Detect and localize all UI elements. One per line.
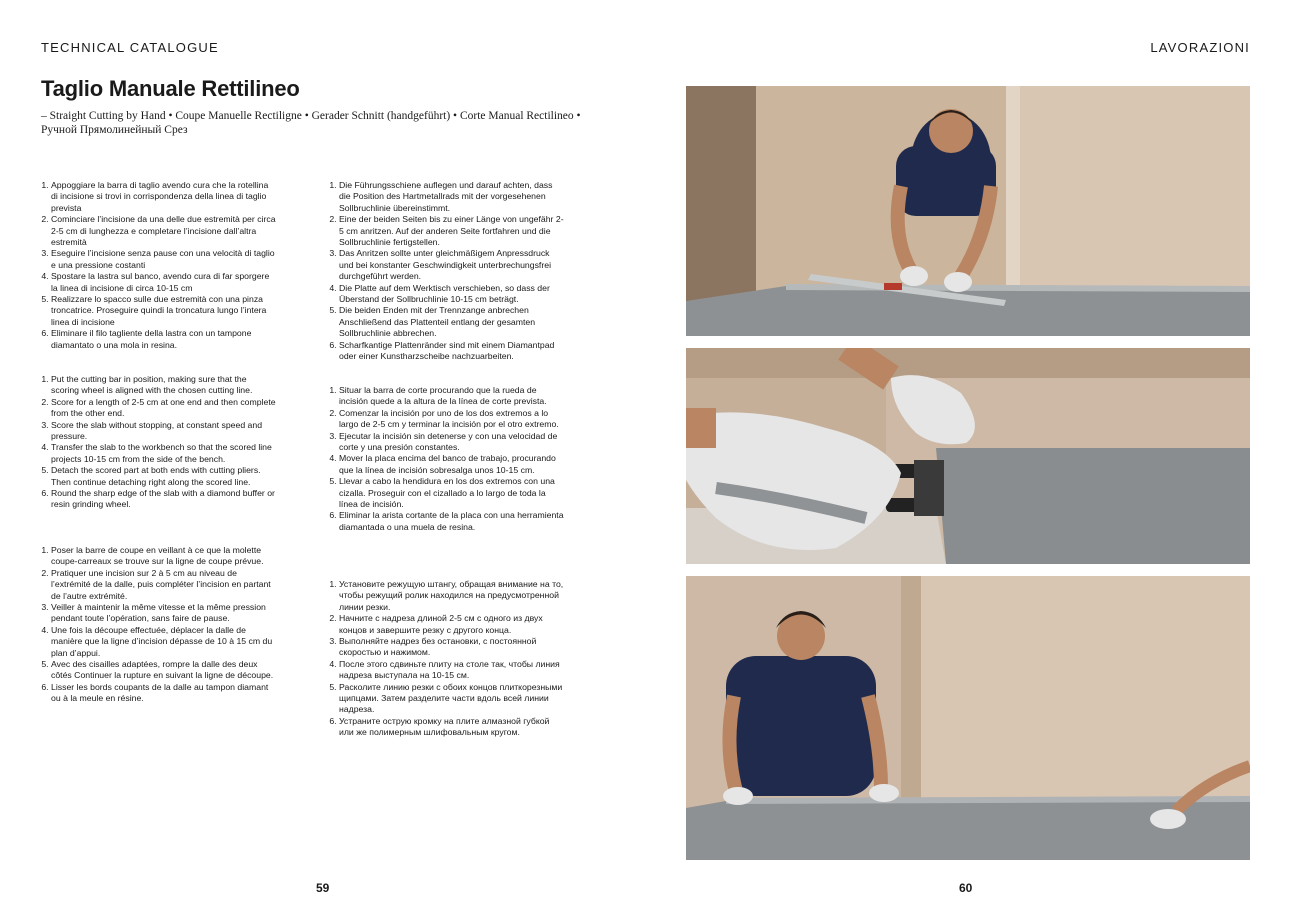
instruction-list [328,180,564,363]
list-item: 5. Расколите линию резки с обоих концов плиткорезными щипцами. Затем разделите части вдоль всей линии надреза. [339,682,564,716]
list-item: 1. Die Führungsschiene auflegen und darauf achten, dass die Position des Hartmetallrads mit der vorgesehenen Sollbruchlinie übereinstimmt. [339,180,564,214]
list-item: 2. Cominciare l’incisione da una delle due estremità per circa 2-5 cm di lunghezza e completare l’incisione dall’altra estremità [51,214,276,248]
instruction-list [40,374,276,511]
list-item: 3. Veiller à maintenir la même vitesse et la même pression pendant toute l’opération, sans faire de pause. [51,602,276,625]
instruction-list [40,545,276,705]
list-item: 4. Spostare la lastra sul banco, avendo cura di far sporgere la linea di incisione di circa 10-15 cm [51,271,276,294]
page-title: Taglio Manuale Rettilineo [41,76,300,101]
list-item: 6. Lisser les bords coupants de la dalle au tampon diamant ou à la meule en résine. [51,682,276,705]
list-item: 6. Устраните острую кромку на плите алмазной губкой или же полимерным шлифовальным кругом. [339,716,564,739]
list-item: 4. Une fois la découpe effectuée, déplacer la dalle de manière que la ligne d’incision dépasse de 10 à 15 cm du plan d’appui. [51,625,276,659]
list-item: 4. Die Platte auf dem Werktisch verschieben, so dass der Überstand der Sollbruchlinie 10-15 cm beträgt. [339,283,564,306]
list-item: 2. Начните с надреза длиной 2-5 см с одного из двух концов и завершите резку с другого конца. [339,613,564,636]
instructions-ru [328,579,564,739]
list-item: 2. Eine der beiden Seiten bis zu einer Länge von ungefähr 2-5 cm anritzen. Auf der anderen Seite fortfahren und die Sollbruchlinie fertigstellen. [339,214,564,248]
list-item: 5. Die beiden Enden mit der Trennzange anbrechen Anschließend das Plattenteil entlang der gesamten Sollbruchlinie abbrechen. [339,305,564,339]
list-item: 2. Score for a length of 2-5 cm at one end and then complete from the other end. [51,397,276,420]
list-item: 3. Das Anritzen sollte unter gleichmäßigem Anpressdruck und bei konstanter Geschwindigkeit unterbrechungsfrei durchgeführt werden. [339,248,564,282]
page-number-left: 59 [316,881,330,895]
instructions-fr [40,545,276,705]
list-item: 6. Eliminar la arista cortante de la placa con una herramienta diamantada o una muela de resina. [339,510,564,533]
list-item: 4. Transfer the slab to the workbench so that the scored line projects 10-15 cm from the side of the bench. [51,442,276,465]
list-item: 5. Detach the scored part at both ends with cutting pliers. Then continue detaching right along the scored line. [51,465,276,488]
list-item: 6. Eliminare il filo tagliente della lastra con un tampone diamantato o una mola in resina. [51,328,276,351]
page-number-right: 60 [959,881,973,895]
instruction-list [40,180,276,351]
photo-scoring-slab [686,86,1250,336]
photo-breaking-pliers [686,348,1250,564]
list-item: 4. Mover la placa encima del banco de trabajo, procurando que la línea de incisión sobresalga unos 10-15 cm. [339,453,564,476]
instructions-de [328,180,564,363]
list-item: 6. Scharfkantige Plattenränder sind mit einem Diamantpad oder einer Kunstharzscheibe nachzuarbeiten. [339,340,564,363]
instruction-list [328,385,564,533]
list-item: 3. Eseguire l’incisione senza pause con una velocità di taglio e una pressione costanti [51,248,276,271]
photo-detaching-slab [686,576,1250,860]
list-item: 1. Situar la barra de corte procurando que la rueda de incisión quede a la altura de la línea de corte prevista. [339,385,564,408]
list-item: 5. Avec des cisailles adaptées, rompre la dalle des deux côtés Continuer la rupture en suivant la ligne de découpe. [51,659,276,682]
list-item: 4. После этого сдвиньте плиту на столе так, чтобы линия надреза выступала на 10-15 см. [339,659,564,682]
list-item: 1. Poser la barre de coupe en veillant à ce que la molette coupe-carreaux se trouve sur la ligne de coupe prévue. [51,545,276,568]
instructions-en [40,374,276,511]
catalogue-header: TECHNICAL CATALOGUE [41,40,219,55]
instruction-list [328,579,564,739]
list-item: 1. Appoggiare la barra di taglio avendo cura che la rotellina di incisione si trovi in corrispondenza della linea di taglio prevista [51,180,276,214]
list-item: 1. Put the cutting bar in position, making sure that the scoring wheel is aligned with the chosen cutting line. [51,374,276,397]
list-item: 6. Round the sharp edge of the slab with a diamond buffer or resin grinding wheel. [51,488,276,511]
list-item: 3. Score the slab without stopping, at constant speed and pressure. [51,420,276,443]
list-item: 2. Comenzar la incisión por uno de los dos extremos a lo largo de 2-5 cm y terminar la incisión por el otro extremo. [339,408,564,431]
section-header: LAVORAZIONI [1150,40,1250,55]
list-item: 2. Pratiquer une incision sur 2 à 5 cm au niveau de l’extrémité de la dalle, puis compléter l’incision en partant de l’autre extrémité. [51,568,276,602]
list-item: 3. Ejecutar la incisión sin detenerse y con una velocidad de corte y una presión constantes. [339,431,564,454]
instructions-it [40,180,276,351]
page-subtitle: – Straight Cutting by Hand • Coupe Manuelle Rectiligne • Gerader Schnitt (handgeführt) • Corte Manual Rectilineo • Ручной Прямолинейный Срез [41,110,581,136]
list-item: 5. Realizzare lo spacco sulle due estremità con una pinza troncatrice. Proseguire quindi la troncatura lungo l’intera linea di incisione [51,294,276,328]
list-item: 5. Llevar a cabo la hendidura en los dos extremos con una cizalla. Proseguir con el cizallado a lo largo de toda la línea de incisión. [339,476,564,510]
instructions-es [328,385,564,533]
list-item: 3. Выполняйте надрез без остановки, с постоянной скоростью и нажимом. [339,636,564,659]
list-item: 1. Установите режущую штангу, обращая внимание на то, чтобы режущий ролик находился на предусмотренной линии резки. [339,579,564,613]
